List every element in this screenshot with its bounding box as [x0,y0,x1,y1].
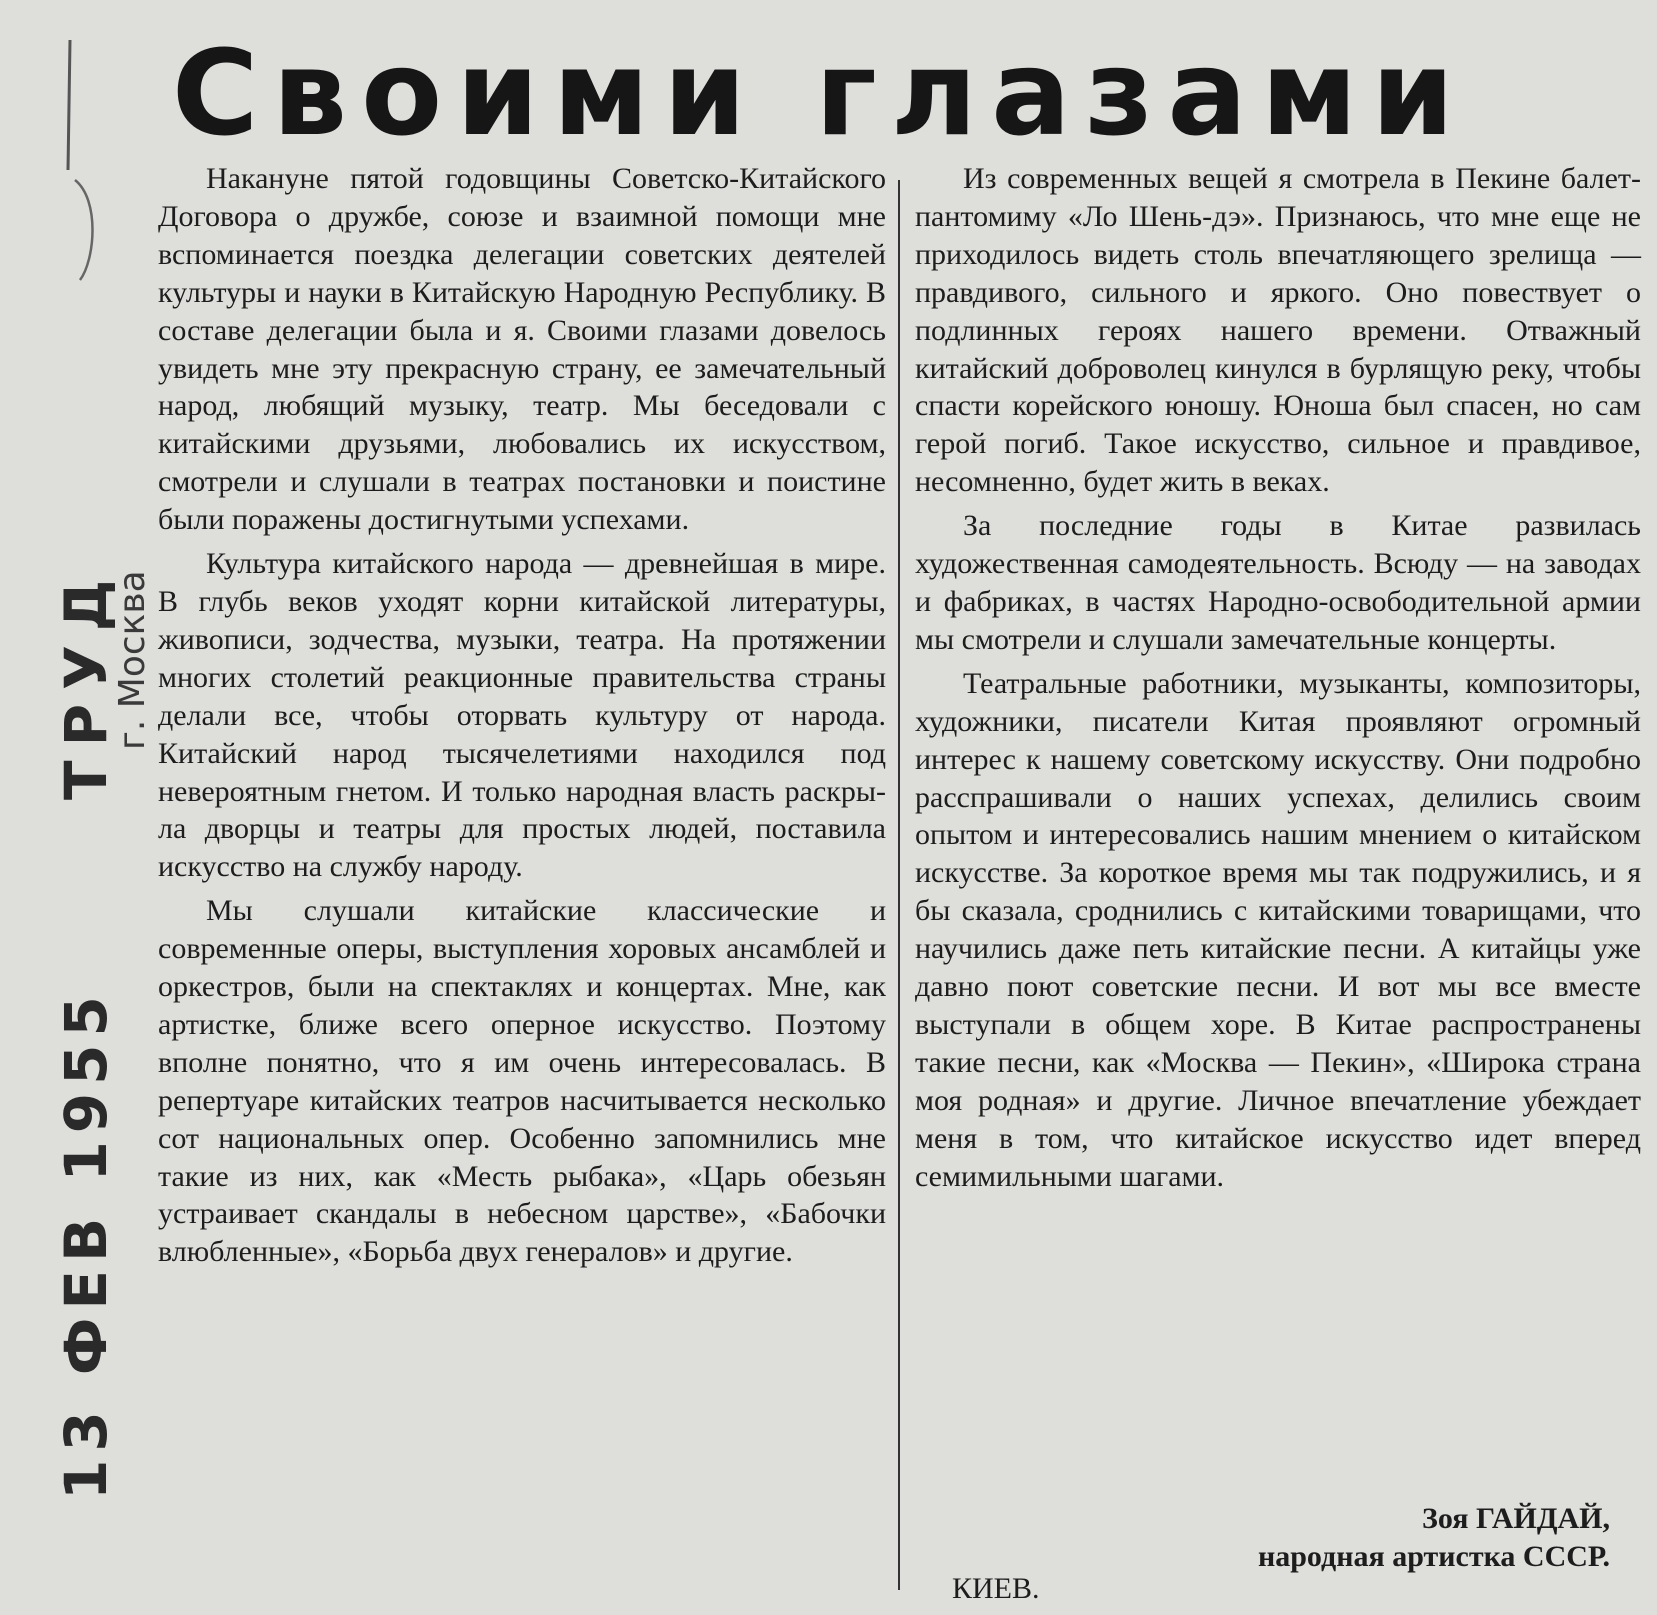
paragraph: Накануне пятой годовщины Советско-Китайского Договора о дружбе, союзе и взаимной помощи мне вспоминается поездка делегации советских деятелей культуры и науки в Китайскую Народную Республику. В составе делегации была и я. Своими глазами довелось увидеть мне эту прекрасную страну, ее замечательный народ, любящий музыку, театр. Мы беседовали с китайскими друзьями, любовались их искусством, смотрели и слушали в театрах постановки и поистине были поражены достигнутыми успехами. [158,162,886,537]
paragraph: Мы слушали китайские классические и современные оперы, выступления хоровых ансамблей и оркестров, были на спектаклях и концертах. Мне, как артистке, ближе всего оперное искусство. Поэтому вполне понятно, что я им очень интересовалась. В репертуаре китайских театров насчитывается несколько сот национальных опер. Особенно запомнились мне такие из них, как «Месть рыбака», «Царь обезьян устраивает скандалы в небесном царстве», «Бабочки влюбленные», «Борьба двух генералов» и другие. [158,894,886,1269]
author-name: Зоя ГАЙДАЙ, [1422,1502,1610,1535]
column-divider [898,180,900,1590]
author-role: народная артистка СССР. [1257,1540,1610,1573]
author-signature [1080,1500,1610,1576]
paragraph: Культура китайского народа — древнейшая в мире. В глубь веков уходят корни китайской литературы, живописи, зодчества, музыки, театра. На протяжении многих столетий реакционные правительства страны делали все, чтобы оторвать культуру от народа. Китайский народ тысячелетиями находился под невероятным гнетом. И только народная власть раскрыла дворцы и театры для простых людей, поставила искусство на службу народу. [158,547,886,884]
left-column [158,160,886,1277]
paragraph: Театральные работники, музыканты, композиторы, художники, писатели Китая проявляют огромный интерес к нашему советскому искусству. Они подробно расспрашивали о наших успехах, делились своим опытом и интересовались нашим мнением о китайском искусстве. За короткое время мы так подружились, и я бы сказала, сроднились с китайскими товарищами, что научились даже петь китайские песни. А китайцы уже давно поют советские песни. И вот мы все вместе выступали в общем хоре. В Китае распространены такие песни, как «Москва — Пекин», «Широка страна моя родная» и другие. Личное впечатление убеждает меня в том, что китайское искусство идет вперед семимильными шагами. [915,666,1641,1193]
dateline-city: КИЕВ. [952,1572,1040,1605]
date-stamp-text: 13 ФЕВ 1955 [52,988,120,1500]
paragraph: Из современных вещей я смотрела в Пекине балет-пантомиму «Ло Шень-дэ». Признаюсь, что мне еще не приходилось видеть столь впечатляющего зрелища — правдивого, сильного и яркого. Оно повествует о подлинных героях нашего времени. Отважный китайский доброволец кинулся в бурлящую реку, чтобы спасти корейского юношу. Юноша был спасен, но сам герой погиб. Такое искусство, сильное и правдивое, несомненно, будет жить в веках. [915,162,1641,499]
date-stamp [52,988,120,1500]
newspaper-name: ТРУД [52,565,120,800]
newspaper-city: г. Москва [112,570,153,750]
paragraph: За последние годы в Китае развилась художественная самодеятельность. Всюду — на заводах и фабриках, в частях Народно-освободительной армии мы смотрели и слушали замечательные концерты. [915,509,1641,656]
article-title: Своими глазами [171,24,1469,162]
pencil-mark-icon [30,30,110,290]
right-column [915,160,1641,1201]
